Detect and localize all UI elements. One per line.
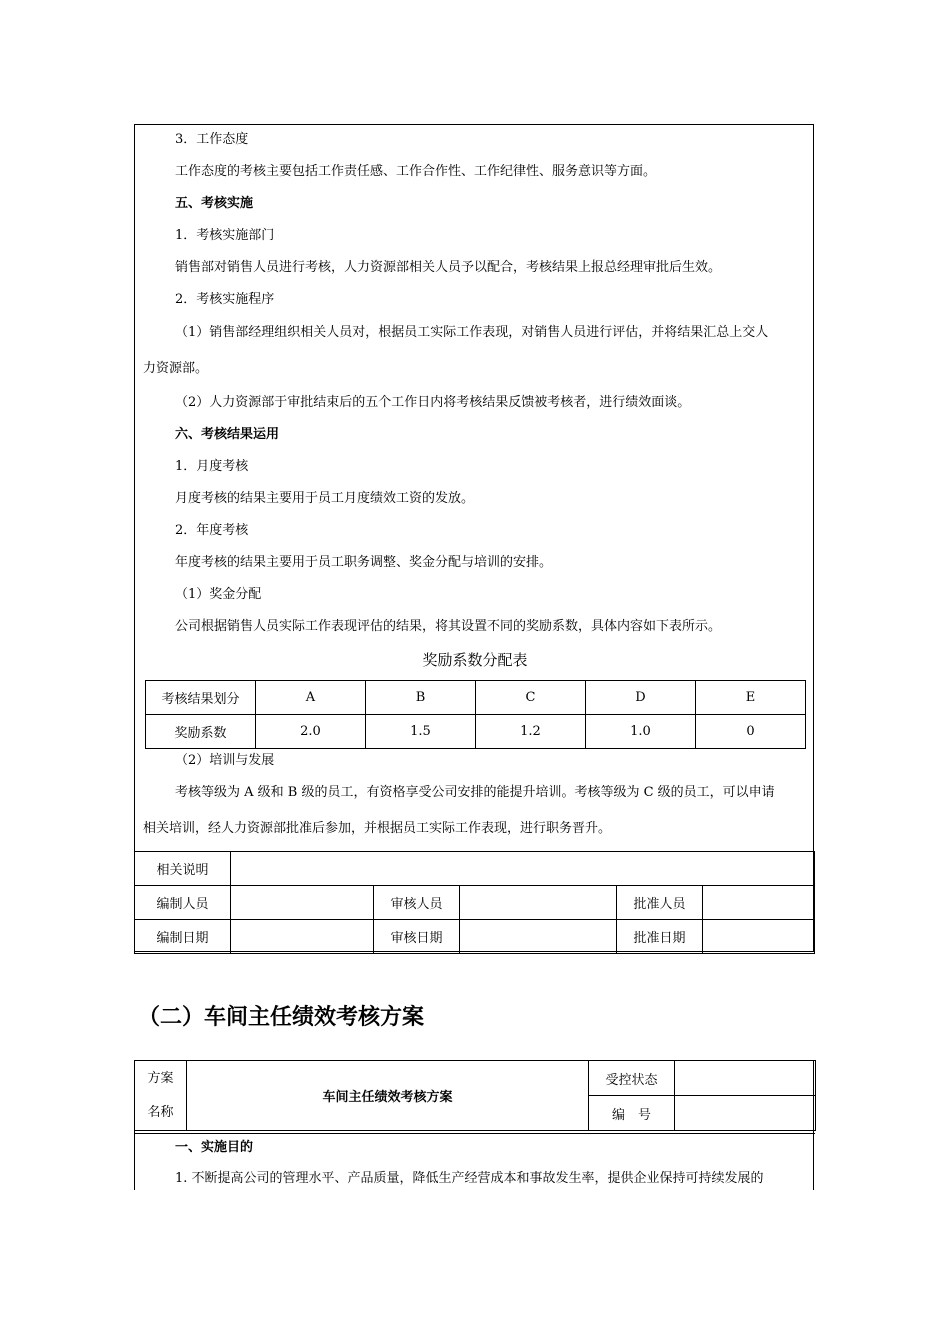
plan-frame: [134, 1060, 814, 1190]
table-cell: B: [366, 681, 476, 715]
table-cell: D: [586, 681, 696, 715]
text-line: 月度考核的结果主要用于员工月度绩效工资的发放。: [175, 491, 475, 506]
section-heading: 六、考核结果运用: [175, 427, 280, 442]
approver-value[interactable]: [703, 886, 815, 920]
reward-coefficient-table: [145, 680, 806, 749]
section-title: （二）车间主任绩效考核方案: [138, 1005, 425, 1030]
table-row: [135, 852, 815, 886]
approve-date-label: 批准日期: [617, 920, 703, 954]
text-line: 考核等级为 A 级和 B 级的员工，有资格享受公司安排的能提升培训。考核等级为 C 级的员工，可以申请: [175, 785, 775, 800]
text-line: 力资源部。: [143, 361, 209, 376]
text-line: 3．工作态度: [175, 132, 249, 147]
approve-date-value[interactable]: [703, 920, 815, 954]
plan-header-table: [134, 1060, 816, 1131]
table-cell: 1.2: [476, 715, 586, 749]
text-line: 相关培训，经人力资源部批准后参加，并根据员工实际工作表现，进行职务晋升。: [143, 821, 612, 836]
text-line: （1）奖金分配: [175, 587, 262, 602]
table-cell: 1.5: [366, 715, 476, 749]
table-row: [146, 681, 806, 715]
table-cell: C: [476, 681, 586, 715]
text-line: 年度考核的结果主要用于员工职务调整、奖金分配与培训的安排。: [175, 555, 553, 570]
compiler-value[interactable]: [231, 886, 374, 920]
control-status-value[interactable]: [675, 1061, 816, 1096]
text-line: 工作态度的考核主要包括工作责任感、工作合作性、工作纪律性、服务意识等方面。: [175, 164, 657, 179]
plan-name-value: 车间主任绩效考核方案: [187, 1061, 589, 1131]
plan-label-bottom: 名称: [147, 1104, 174, 1120]
table-cell: 奖励系数: [146, 715, 256, 749]
sign-off-table: [134, 851, 815, 954]
number-value[interactable]: [675, 1096, 816, 1131]
table-cell: 0: [696, 715, 806, 749]
table-row: [135, 1061, 816, 1096]
text-line: 2．年度考核: [175, 523, 249, 538]
reviewer-value[interactable]: [460, 886, 617, 920]
text-line: 1．月度考核: [175, 459, 249, 474]
approver-label: 批准人员: [617, 886, 703, 920]
document-frame: [134, 124, 814, 952]
compile-date-label: 编制日期: [135, 920, 231, 954]
table-row: [135, 886, 815, 920]
review-date-value[interactable]: [460, 920, 617, 954]
plan-label-top: 方案: [147, 1070, 174, 1086]
related-notes-label: 相关说明: [135, 852, 231, 886]
text-line: （2）人力资源部于审批结束后的五个工作日内将考核结果反馈被考核者，进行绩效面谈。: [175, 395, 691, 410]
text-line: （2）培训与发展: [175, 753, 275, 768]
table-cell: 2.0: [256, 715, 366, 749]
review-date-label: 审核日期: [374, 920, 460, 954]
compiler-label: 编制人员: [135, 886, 231, 920]
table-row: [135, 920, 815, 954]
section-heading: 一、实施目的: [175, 1140, 254, 1155]
table-cell: E: [696, 681, 806, 715]
table-cell: A: [256, 681, 366, 715]
text-line: 1. 不断提高公司的管理水平、产品质量，降低生产经营成本和事故发生率，提供企业保持可持续发展的: [175, 1171, 764, 1186]
related-notes-value[interactable]: [231, 852, 815, 886]
table-cell: 考核结果划分: [146, 681, 256, 715]
text-line: 公司根据销售人员实际工作表现评估的结果，将其设置不同的奖励系数，具体内容如下表所示。: [175, 619, 722, 634]
text-line: 销售部对销售人员进行考核，人力资源部相关人员予以配合，考核结果上报总经理审批后生效。: [175, 260, 722, 275]
section-heading: 五、考核实施: [175, 196, 254, 211]
control-status-label: 受控状态: [589, 1061, 675, 1096]
compile-date-value[interactable]: [231, 920, 374, 954]
divider: [134, 1133, 815, 1134]
text-line: （1）销售部经理组织相关人员对，根据员工实际工作表现，对销售人员进行评估，并将结果汇总上交人: [175, 325, 769, 340]
number-label: 编 号: [589, 1096, 675, 1131]
reviewer-label: 审核人员: [374, 886, 460, 920]
plan-name-label: [135, 1061, 187, 1131]
table-row: [146, 715, 806, 749]
table-caption: 奖励系数分配表: [422, 651, 528, 669]
table-cell: 1.0: [586, 715, 696, 749]
text-line: 2．考核实施程序: [175, 292, 275, 307]
text-line: 1．考核实施部门: [175, 228, 275, 243]
